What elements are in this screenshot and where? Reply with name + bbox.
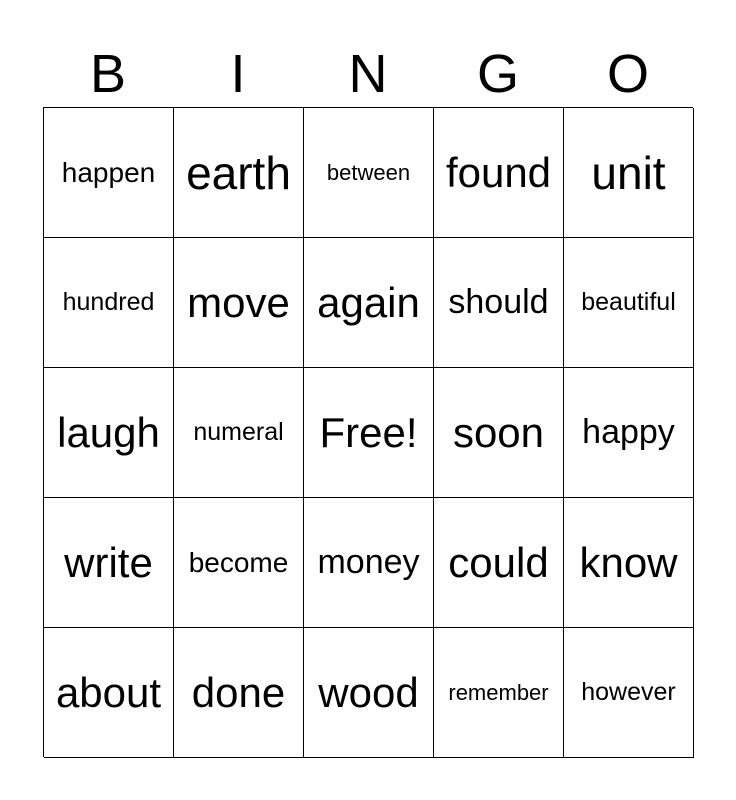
bingo-cell[interactable]: become xyxy=(174,498,304,628)
bingo-cell[interactable]: could xyxy=(434,498,564,628)
bingo-cell[interactable]: soon xyxy=(434,368,564,498)
bingo-cell[interactable]: write xyxy=(44,498,174,628)
bingo-cell[interactable]: again xyxy=(304,238,434,368)
bingo-cell[interactable]: however xyxy=(564,628,694,758)
header-letter-i: I xyxy=(230,44,246,104)
bingo-cell[interactable]: earth xyxy=(174,108,304,238)
bingo-cell[interactable]: move xyxy=(174,238,304,368)
bingo-cell[interactable]: know xyxy=(564,498,694,628)
bingo-cell[interactable]: found xyxy=(434,108,564,238)
bingo-cell[interactable]: beautiful xyxy=(564,238,694,368)
header-letter-b: B xyxy=(89,44,127,104)
bingo-cell[interactable]: happen xyxy=(44,108,174,238)
bingo-cell[interactable]: unit xyxy=(564,108,694,238)
bingo-cell[interactable]: happy xyxy=(564,368,694,498)
bingo-header xyxy=(43,40,693,108)
bingo-board xyxy=(43,107,693,757)
bingo-cell[interactable]: numeral xyxy=(174,368,304,498)
bingo-cell[interactable]: wood xyxy=(304,628,434,758)
bingo-cell[interactable]: money xyxy=(304,498,434,628)
bingo-cell[interactable]: about xyxy=(44,628,174,758)
bingo-cell[interactable]: between xyxy=(304,108,434,238)
free-space-cell[interactable]: Free! xyxy=(304,368,434,498)
bingo-cell[interactable]: hundred xyxy=(44,238,174,368)
bingo-cell[interactable]: done xyxy=(174,628,304,758)
header-letter-o: O xyxy=(606,44,649,104)
bingo-cell[interactable]: laugh xyxy=(44,368,174,498)
header-letter-g: G xyxy=(476,44,519,104)
bingo-cell[interactable]: remember xyxy=(434,628,564,758)
header-letter-n: N xyxy=(348,44,388,104)
bingo-cell[interactable]: should xyxy=(434,238,564,368)
